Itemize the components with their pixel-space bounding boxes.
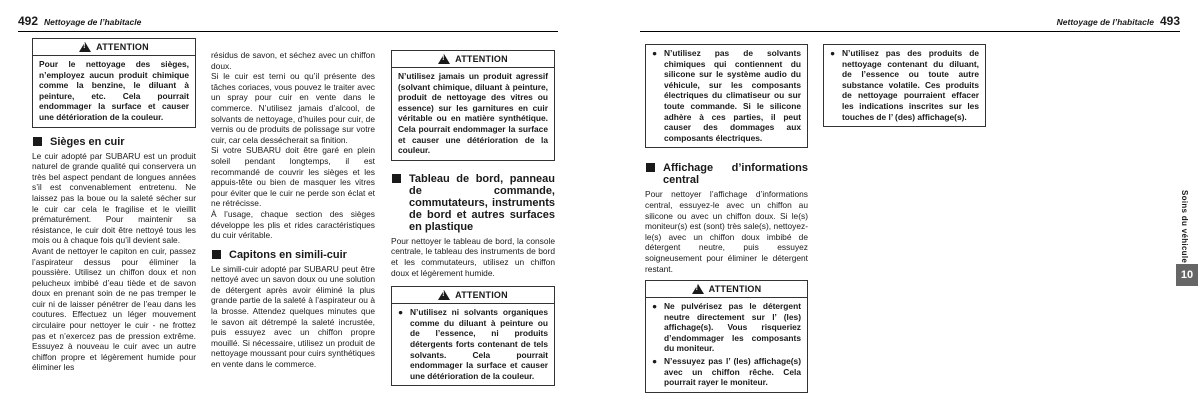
warning-triangle-icon: ! xyxy=(692,284,704,294)
section-square-icon xyxy=(392,174,401,183)
warning-bullets xyxy=(392,304,554,385)
left-header-rule xyxy=(18,31,558,32)
paragraph: À l’usage, chaque section des sièges développe les plis et rides caractéristiques du cuir véritable. xyxy=(211,208,375,241)
bullet-icon: ● xyxy=(652,301,658,312)
paragraph: Pour nettoyer le tableau de bord, la console centrale, le tableau des instruments de bord et les commutateurs, utilisez un chiffon doux et légèrement humide. xyxy=(391,235,555,278)
warning-title: ATTENTION xyxy=(96,41,149,52)
bullet-text: N’utilisez ni solvants organiques comme du diluant à peinture ou de l’essence, ni produits détergents forts contenant de tels solvants. Cela pourrait endommager la surface et causer une détérioration de la couleur. xyxy=(410,307,548,381)
left-column-1 xyxy=(32,38,196,373)
left-page xyxy=(0,0,586,402)
section-heading-central-display xyxy=(645,162,808,186)
right-page xyxy=(612,0,1200,402)
section-square-icon xyxy=(33,137,42,146)
section-heading-dashboard xyxy=(391,173,555,233)
right-header-rule xyxy=(640,31,1180,32)
right-page-number: 493 xyxy=(1159,14,1180,28)
warning-title: ATTENTION xyxy=(455,53,508,64)
paragraph: Si le cuir est terni ou qu’il présente des tâches coriaces, vous pouvez le traiter avec un spray pour cuir en vente dans le commerce. N’utilisez jamais d’alcool, de solvants de nettoyage, d’huiles pour cuir, de vernis ou de produits de polissage sur votre cuir, car cela dessécherait sa finition. xyxy=(211,71,375,145)
section-square-icon xyxy=(212,250,221,259)
caution-box-silicone xyxy=(645,44,808,148)
caution-bullets xyxy=(824,45,985,126)
warning-text: Pour le nettoyage des sièges, n’employez aucun produit chimique comme la benzine, le diluant à peinture, etc. Cela pourrait endommager la surface et causer une détérioration de la couleur. xyxy=(39,59,189,122)
bullet-icon: ● xyxy=(830,48,836,58)
heading-text: Affichage d’informations central xyxy=(663,162,808,187)
caution-bullets xyxy=(646,45,807,147)
paragraph: Si votre SUBARU doit être garé en plein soleil pendant longtemps, il est recommandé de couvrir les sièges et les appuis-tête ou bien de masquer les vitres pour éviter que le cuir ne perde son éclat et ne rétrécisse. xyxy=(211,145,375,209)
warning-box-display xyxy=(645,280,808,393)
warning-triangle-icon: ! xyxy=(438,54,450,64)
right-page-header xyxy=(1030,14,1180,30)
warning-box-header xyxy=(392,51,554,68)
bullet-text: N’utilisez pas de solvants chimiques qui contiennent du silicone sur le système audio du véhicule, sur les composants électriques du climatiseur ou sur toute commande. Si le silicone adhère à ces parties, il peut causer des dommages aux composants électriques. xyxy=(664,48,801,143)
warning-title: ATTENTION xyxy=(455,289,508,300)
paragraph: Le simili-cuir adopté par SUBARU peut être nettoyé avec un savon doux ou une solution de détergent après avoir éliminé la plus grande partie de la saleté à l’aspirateur ou à la brosse. Attendez quelques minutes que le savon ait détrempé la saleté incrustée, puis essuyez avec un chiffon propre mouillé. Si nécessaire, utilisez un produit de nettoyage moussant pour cuirs synthétiques en vente dans le commerce. xyxy=(211,263,375,370)
right-column-1 xyxy=(645,44,808,393)
warning-triangle-icon: ! xyxy=(438,290,450,300)
caution-box-thinner xyxy=(823,44,986,127)
warning-bullets xyxy=(646,298,807,392)
section-square-icon xyxy=(646,163,655,172)
heading-text: Tableau de bord, panneau de commande, commutateurs, instruments de bord et autres surfaces en plastique xyxy=(409,172,555,233)
paragraph: Pour nettoyer l’affichage d’informations central, essuyez-le avec un chiffon au silicone ou avec un chiffon doux. Si le(s) moniteur(s) est (sont) très sale(s), nettoyez-le(s) avec un chiffon doux imbibé de détergent neutre, puis essuyez soigneusement pour éliminer le détergent restant. xyxy=(645,189,808,274)
warning-title: ATTENTION xyxy=(708,283,762,294)
left-column-3 xyxy=(391,50,555,386)
warning-box-aggressive-products xyxy=(391,50,555,161)
paragraph: Avant de nettoyer le capiton en cuir, passez l’aspirateur dessus pour éliminer la poussière. Utilisez un chiffon doux et non pelucheux imbibé d’eau tiède et de savon doux en prenant soin de ne pas tremper le cuir ni de laisser pénétrer de l’eau dans les coutures. Effectuez un léger mouvement circulaire pour nettoyer le cuir - ne frottez pas et n’exercez pas de pression extrême. Essuyez à nouveau le cuir avec un autre chiffon propre et légèrement humide pour éliminer les xyxy=(32,245,196,373)
paragraph: résidus de savon, et séchez avec un chiffon doux. xyxy=(211,50,375,71)
bullet-text: N’essuyez pas l’ (les) affichage(s) avec un chiffon rêche. Cela pourrait rayer le moniteur. xyxy=(664,356,801,388)
section-heading-leather-seats xyxy=(32,136,196,148)
warning-text: N’utilisez jamais un produit agressif (solvant chimique, diluant à peinture, produit de nettoyage des vitres ou essence) sur les garnitures en cuir véritable ou en matière synthétique. Cela pourrait endommager la surface et causer une détérioration de la couleur. xyxy=(398,71,548,156)
warning-box-header xyxy=(392,287,554,304)
right-page-section-title: Nettoyage de l’habitacle xyxy=(1056,17,1154,27)
bullet-item xyxy=(652,48,801,143)
heading-text: Sièges en cuir xyxy=(50,135,125,148)
heading-text: Capitons en simili-cuir xyxy=(229,248,347,261)
paragraph: Le cuir adopté par SUBARU est un produit naturel de grande qualité qui conservera un très bel aspect pendant de longues années s’il est convenablement entretenu. Ne laissez pas la boue ou la saleté sécher sur le cuir car cela le fragilise et le vieillit prématurément. Pour maintenir sa résistance, le cuir doit être nettoyé tous les mois ou à chaque fois qu’il devient sale. xyxy=(32,150,196,246)
left-page-section-title: Nettoyage de l’habitacle xyxy=(44,17,142,27)
chapter-side-label: Soins du véhicule xyxy=(1180,190,1189,264)
bullet-icon: ● xyxy=(652,48,658,58)
right-column-2 xyxy=(823,44,986,127)
bullet-item xyxy=(398,307,548,381)
warning-triangle-icon: ! xyxy=(79,42,91,52)
bullet-text: Ne pulvérisez pas le détergent neutre directement sur l’ (les) affichage(s). Vous risqueriez d’endommager les composants du moniteur. xyxy=(664,301,801,354)
bullet-icon: ● xyxy=(652,356,658,367)
left-column-2 xyxy=(211,50,375,370)
left-page-header xyxy=(18,14,147,30)
bullet-text: N’utilisez pas des produits de nettoyage contenant du diluant, de l’essence ou toute autre substance volatile. Ces produits de nettoyage pourraient effacer les indications inscrites sur les touches de l’ (des) affichage(s). xyxy=(842,48,979,122)
bullet-item xyxy=(652,301,801,354)
section-heading-synthetic-leather xyxy=(211,249,375,261)
bullet-item xyxy=(830,48,979,122)
chapter-tab[interactable]: 10 xyxy=(1176,264,1198,286)
warning-box-seats xyxy=(32,38,196,128)
warning-box-header xyxy=(33,39,195,56)
bullet-item xyxy=(652,356,801,388)
bullet-icon: ● xyxy=(398,307,404,318)
warning-box-solvents xyxy=(391,286,555,386)
warning-box-header xyxy=(646,281,807,298)
left-page-number: 492 xyxy=(18,14,39,28)
